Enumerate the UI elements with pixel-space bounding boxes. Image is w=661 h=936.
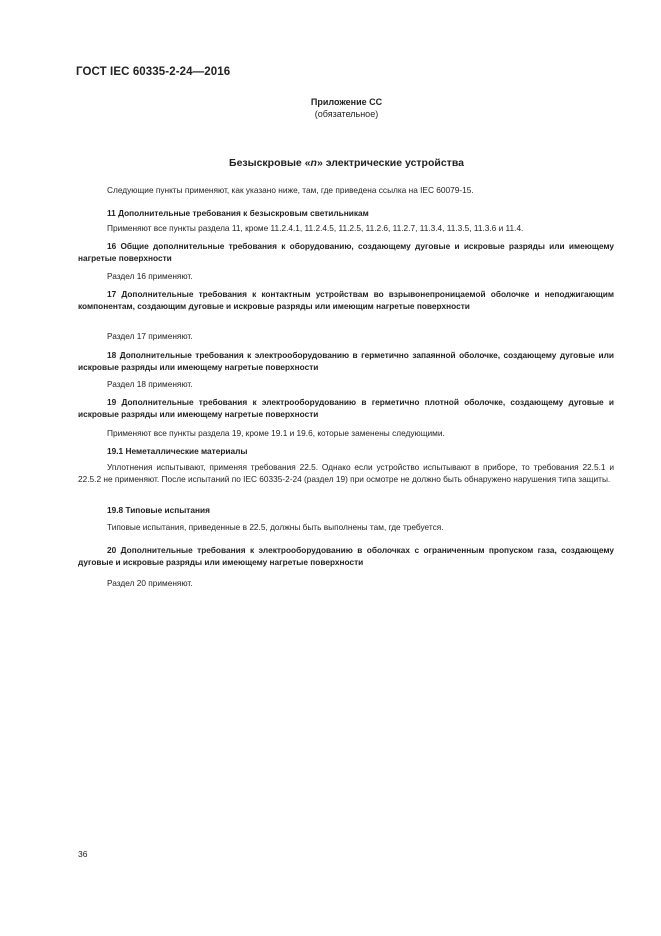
section-19-1-heading: 19.1 Неметаллические материалы — [107, 446, 248, 456]
section-16-heading: 16 Общие дополнительные требования к оборудованию, создающему дуговые и искровые разряды или имеющему нагретые поверхности — [78, 241, 614, 263]
section-11-heading: 11 Дополнительные требования к безыскровым светильникам — [107, 208, 369, 218]
section-20-text: Раздел 20 применяют. — [107, 578, 193, 588]
document-header: ГОСТ IEC 60335-2-24—2016 — [76, 66, 231, 78]
annex-title — [16, 157, 661, 169]
section-18-heading: 18 Дополнительные требования к электрооборудованию в герметично запаянной оболочке, создающему дуговые или искровые разряды или имеющему нагретые поверхности — [78, 350, 614, 372]
section-19-heading: 19 Дополнительные требования к электрооборудованию в герметично плотной оболочке, создающему дуговые и искровые разряды или имеющему нагретые поверхности — [78, 397, 614, 419]
page-number: 36 — [78, 849, 88, 859]
annex-status: (обязательное) — [314, 109, 379, 119]
section-19-1-text: Уплотнения испытывают, применяя требования 22.5. Однако если устройство испытывают в приборе, то требования 22.5.1 и 22.5.2 не применяют. После испытаний по IEC 60335-2-24 (раздел 19) при осмотре не должно быть обнаружено нарушения типа защиты. — [78, 462, 614, 484]
title-em: n — [310, 157, 317, 169]
title-post: » электрические устройства — [316, 157, 464, 169]
section-17-heading: 17 Дополнительные требования к контактным устройствам во взрывонепроницаемой оболочке и неподжигающим компонентам, создающим дуговые и искровые разряды или имеющим нагретые поверхности — [78, 289, 614, 311]
section-16-text: Раздел 16 применяют. — [107, 271, 193, 281]
section-19-8-heading: 19.8 Типовые испытания — [107, 505, 210, 515]
title-pre: Безыскровые « — [229, 157, 311, 169]
section-19-text: Применяют все пункты раздела 19, кроме 19.1 и 19.6, которые заменены следующими. — [107, 428, 445, 438]
section-19-8-text: Типовые испытания, приведенные в 22.5, должны быть выполнены там, где требуется. — [107, 522, 444, 532]
section-18-text: Раздел 18 применяют. — [107, 379, 193, 389]
section-11-text: Применяют все пункты раздела 11, кроме 11.2.4.1, 11.2.4.5, 11.2.5, 11.2.6, 11.2.7, 11.3.4, 11.3.5, 11.3.6 и 11.4. — [107, 223, 524, 233]
section-17-text: Раздел 17 применяют. — [107, 331, 193, 341]
section-20-heading: 20 Дополнительные требования к электрооборудованию в оболочках с ограниченным пропуском газа, создающему дуговые и искровые разряды или имеющему нагретые поверхности — [78, 545, 614, 567]
annex-label: Приложение СС — [310, 97, 383, 107]
intro-paragraph: Следующие пункты применяют, как указано ниже, там, где приведена ссылка на IEC 60079-15. — [107, 185, 474, 195]
